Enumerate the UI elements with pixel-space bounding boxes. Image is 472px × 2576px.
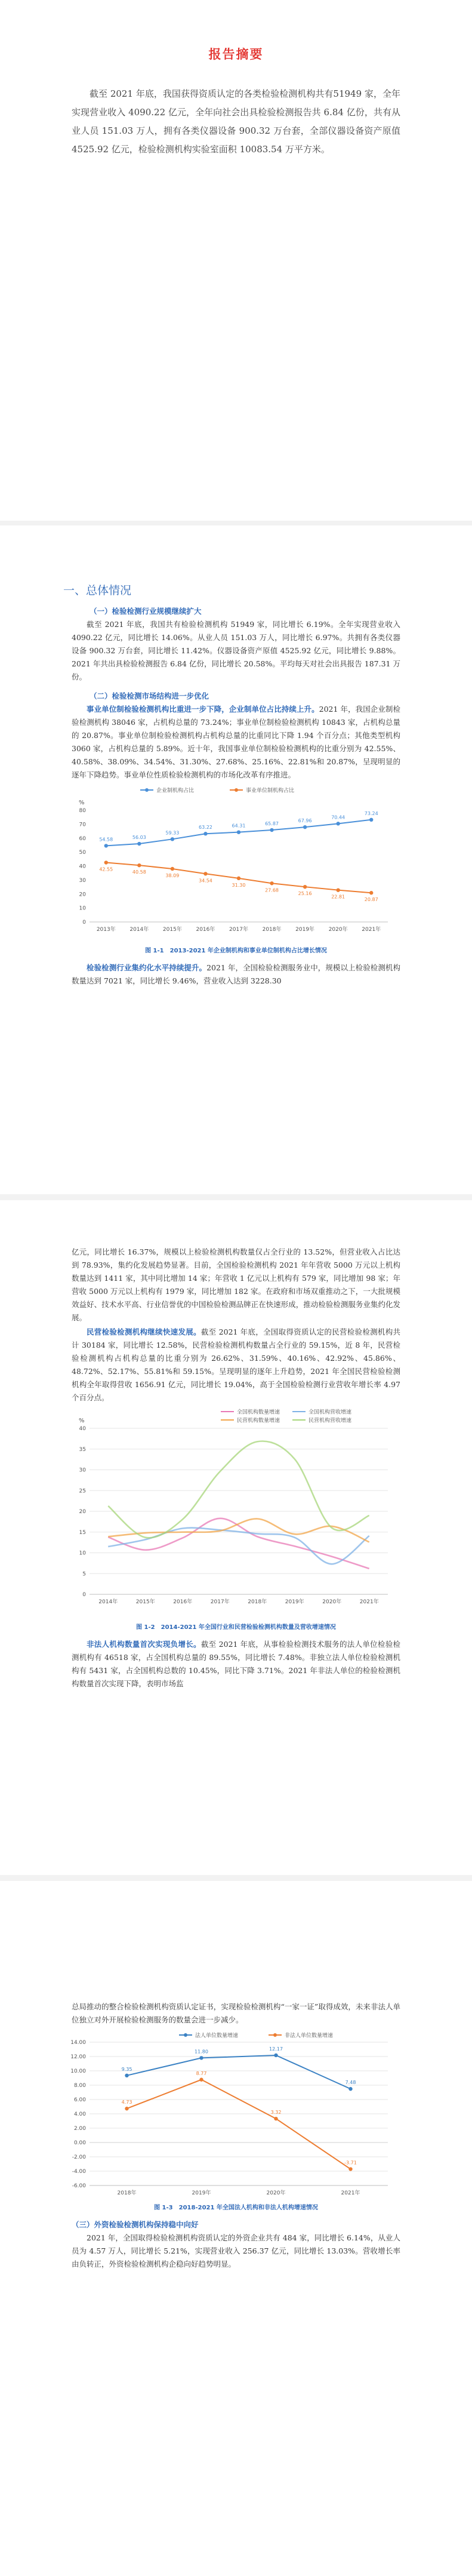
x-tick-label: 2020年 — [322, 1599, 342, 1605]
chart-enterprise-vs-public-share — [0, 782, 472, 943]
legend-marker — [273, 2033, 277, 2037]
x-tick-label: 2018年 — [117, 2190, 137, 2196]
data-point — [270, 881, 273, 885]
abstract-title: 报告摘要 — [208, 47, 264, 62]
y-tick-label: 0 — [82, 1592, 86, 1598]
data-point — [303, 885, 307, 889]
data-point — [137, 863, 141, 867]
data-point — [203, 832, 207, 835]
data-label: 73.24 — [364, 810, 378, 816]
y-tick-label: 12.00 — [70, 2054, 86, 2060]
x-tick-label: 2016年 — [173, 1599, 193, 1605]
y-tick-label: 40 — [79, 1426, 86, 1432]
y-tick-label: 20 — [79, 1509, 86, 1515]
x-tick-label: 2019年 — [285, 1599, 304, 1605]
paragraph-non-legal-text: 截至 2021 年底，从事检验检测技术服务的法人单位检验检测机构有 46518 家，占全国机构总量的 89.55%，同比增长 7.48%。非独立法人单位检验检测机构有 5431 家，占全国机构总数的 10.45%，同比下降 3.71%。2021 年非法人单位的检验检测机构数量首次实现下降，表明市场监 — [72, 1640, 400, 1688]
data-label: 63.22 — [198, 825, 212, 831]
y-tick-label: 70 — [79, 822, 86, 828]
y-tick-label: 30 — [79, 877, 86, 884]
data-label: 65.87 — [265, 821, 279, 827]
x-tick-label: 2018年 — [262, 927, 282, 933]
y-tick-label: 25 — [79, 1488, 86, 1495]
legend-label: 全国机构数量增速 — [237, 1409, 280, 1416]
section-heading-overview: 一、总体情况 — [63, 584, 132, 597]
data-label: 70.44 — [331, 814, 345, 820]
chart-legal-vs-non-legal — [0, 2027, 472, 2200]
y-tick-label: 60 — [79, 835, 86, 842]
data-label: 3.32 — [270, 2110, 282, 2116]
highlight-non-legal: 非法人机构数量首次实现负增长。 — [87, 1640, 201, 1649]
paragraph-scale: 截至 2021 年底，我国共有检验检测机构 51949 家，同比增长 6.19%。全年实现营业收入 4090.22 亿元，同比增长 14.06%。从业人员 151.03 万人，同比增长 6.97%。共拥有各类仪器设备 900.32 万台套，同比增长 11.42%。仪器设备资产原值 4525.92 亿元，同比增长 9.88%。2021 年共出具检验检测报告 6.84 亿份，同比增长 20.58%。平均每天对社会出具报告 187.31 万份。 — [72, 620, 400, 681]
data-point — [348, 2167, 352, 2171]
data-point — [336, 822, 340, 825]
data-point — [104, 860, 108, 864]
x-tick-label: 2015年 — [135, 1599, 155, 1605]
paragraph-intensive-text: 2021 年，全国检验检测服务业中，规模以上检验检测机构数量达到 7021 家，同比增长 9.46%，营业收入达到 3228.30 — [72, 963, 400, 985]
data-point — [274, 2117, 277, 2120]
figure-caption-2: 图 1-2 2014-2021 年全国行业和民营检验检测机构数量及营收增速情况 — [136, 1624, 336, 1631]
paragraph-private — [72, 1326, 400, 1404]
x-tick-label: 2021年 — [341, 2190, 360, 2196]
y-axis-unit: % — [79, 800, 85, 806]
y-tick-label: 30 — [79, 1467, 86, 1474]
y-tick-label: -4.00 — [72, 2169, 86, 2175]
x-tick-label: 2014年 — [129, 927, 149, 933]
data-label: 4.73 — [121, 2099, 132, 2105]
y-tick-label: 2.00 — [73, 2126, 86, 2132]
x-tick-label: 2015年 — [162, 927, 182, 933]
data-label: 64.31 — [232, 823, 246, 829]
data-label: 27.68 — [265, 887, 279, 893]
paragraph-private-text: 截至 2021 年底，全国取得资质认定的民营检验检测机构共计 30184 家，同比增长 12.58%，民营检验检测机构数量占全行业的 59.15%，近 8 年，民营检验检测机构占机构总量的比重分别为 26.62%、31.59%、40.16%、42.92%、45.86%、48.72%、52.17%、55.81%和 59.15%。呈现明显的逐年上升趋势，2021 年全国民营检验检测机构全年取得营收 1656.91 亿元，同比增长 19.04%，高于全国检验检测行业营收年增长率 4.97 个百分点。 — [72, 1327, 400, 1402]
data-point — [125, 2074, 128, 2077]
x-tick-label: 2016年 — [196, 927, 215, 933]
paragraph-continued: 亿元，同比增长 16.37%，规模以上检验检测机构数量仅占全行业的 13.52%，但营业收入占比达到 78.93%，集约化发展趋势显著。目前，全国检验检测机构 2021 年年营收 5000 万元以上机构数量达到 1411 家，其中同比增加 14 家；年营收 1 亿元以上机构有 579 家，同比增加 98 家；年营收 5000 万元以上机构有 1979 家，同比增加 182 家。在政府和市场双重推动之下，一大批规模效益好、技术水平高、行业信誉优的中国检验检测品牌正在快速形成，推动检验检测服务业集约化发展。 — [72, 1247, 400, 1322]
y-tick-label: 8.00 — [73, 2083, 86, 2089]
data-point — [369, 818, 373, 822]
legend-marker — [184, 2033, 187, 2037]
data-point — [171, 867, 174, 871]
y-tick-label: 10.00 — [70, 2068, 86, 2074]
y-tick-label: 10 — [79, 905, 86, 912]
data-point — [274, 2054, 277, 2057]
y-tick-label: 20 — [79, 892, 86, 898]
data-label: 34.54 — [198, 878, 212, 884]
data-label: -3.71 — [344, 2160, 357, 2166]
legend-marker — [145, 788, 149, 792]
highlight-structure: 事业单位制检验检测机构比重进一步下降，企业制单位占比持续上升。 — [87, 705, 319, 714]
legend-label: 事业单位制机构占比 — [246, 788, 295, 794]
subheading-structure: （二）检验检测市场结构进一步优化 — [90, 691, 209, 700]
data-label: 40.58 — [132, 869, 146, 875]
y-tick-label: 0.00 — [73, 2140, 86, 2146]
data-point — [125, 2107, 128, 2110]
y-tick-label: -2.00 — [72, 2154, 86, 2160]
data-label: 67.96 — [298, 818, 312, 824]
y-tick-label: 40 — [79, 863, 86, 870]
legend-label: 企业制机构占比 — [156, 788, 195, 794]
y-axis-unit: % — [79, 1418, 85, 1424]
series-line — [127, 2080, 351, 2169]
data-point — [336, 888, 340, 892]
abstract-body: 截至 2021 年底，我国获得资质认定的各类检验检测机构共有51949 家，全年实现营业收入 4090.22 亿元，全年向社会出具检验检测报告共 6.84 亿份，共有从业人员 151.03 万人，拥有各类仪器设备 900.32 万台套，全部仪器设备资产原值 4525.92 亿元，检验检测机构实验室面积 10083.54 万平方米。 — [72, 88, 400, 155]
data-label: 11.80 — [195, 2049, 208, 2055]
data-point — [203, 872, 207, 875]
y-tick-label: 50 — [79, 850, 86, 856]
data-point — [237, 830, 240, 834]
y-tick-label: 35 — [79, 1446, 86, 1453]
page-overview — [0, 525, 472, 1194]
legend-marker — [235, 788, 238, 792]
data-label: 22.81 — [331, 894, 345, 900]
x-tick-label: 2017年 — [229, 927, 248, 933]
data-label: 20.87 — [364, 897, 378, 903]
y-tick-label: 0 — [82, 920, 86, 926]
legend-label: 民营机构数量增速 — [237, 1418, 280, 1424]
data-point — [237, 877, 240, 880]
data-label: 7.48 — [345, 2080, 356, 2086]
data-label: 25.16 — [298, 891, 312, 897]
series-line — [127, 2055, 351, 2089]
data-label: 8.77 — [196, 2070, 207, 2076]
x-tick-label: 2020年 — [266, 2190, 286, 2196]
paragraph-structure — [72, 703, 400, 782]
data-point — [104, 844, 108, 847]
paragraph-non-legal — [72, 1638, 400, 1690]
figure-caption-3: 图 1-3 2018-2021 年全国法人机构和非法人机构增速情况 — [154, 2205, 318, 2211]
subheading-foreign: （三）外资检验检测机构保持稳中向好 — [72, 2220, 199, 2229]
data-point — [303, 825, 307, 829]
x-tick-label: 2019年 — [192, 2190, 211, 2196]
x-tick-label: 2021年 — [362, 927, 381, 933]
page-foreign — [0, 1881, 472, 2576]
data-point — [199, 2078, 203, 2082]
data-label: 59.33 — [165, 830, 180, 836]
chart-growth-rates — [0, 1404, 472, 1619]
figure-caption-1: 图 1-1 2013-2021 年企业制机构和事业单位制机构占比增长情况 — [145, 948, 327, 954]
y-tick-label: 15 — [79, 1529, 86, 1536]
data-label: 56.03 — [132, 835, 146, 841]
highlight-private: 民营检验检测机构继续快速发展。 — [87, 1327, 201, 1336]
data-point — [369, 891, 373, 894]
data-label: 42.55 — [99, 866, 113, 872]
x-tick-label: 2021年 — [359, 1599, 379, 1605]
data-point — [171, 837, 174, 841]
legend-label: 非法人单位数量增速 — [285, 2033, 334, 2039]
data-label: 31.30 — [232, 882, 246, 888]
paragraph-continued-2: 总局推动的整合检验检测机构资质认定证书，实现检验检测机构“一家一证”取得成效，未来非法人单位独立对外开展检验检测服务的数量会进一步减少。 — [72, 2002, 400, 2024]
y-tick-label: 10 — [79, 1550, 86, 1557]
paragraph-structure-text: 2021 年，我国企业制检验检测机构 38046 家，占机构总量的 73.24%；事业单位制检验检测机构 10843 家，占机构总量的 20.87%。事业单位制检验检测机构占机构总量的比重同比下降 1.94 个百分点；其他类型机构 3060 家，占机构总量的 5.89%。近十年，我国事业单位制检验检测机构的比重分别为 42.55%、40.58%、38.09%、34.54%、31.30%、27.68%、25.16%、22.81%和 20.87%，呈现明显的逐年下降趋势。事业单位性质检验检测机构的市场化改革有序推进。 — [72, 705, 400, 779]
legend-label: 民营机构营收增速 — [309, 1418, 352, 1424]
y-tick-label: 80 — [79, 808, 86, 814]
page-private — [0, 1200, 472, 1875]
data-point — [137, 842, 141, 846]
y-tick-label: 14.00 — [70, 2040, 86, 2046]
x-tick-label: 2019年 — [295, 927, 315, 933]
x-tick-label: 2017年 — [210, 1599, 230, 1605]
x-tick-label: 2020年 — [328, 927, 348, 933]
legend-label: 全国机构营收增速 — [309, 1409, 352, 1416]
data-label: 12.17 — [269, 2046, 283, 2052]
x-tick-label: 2013年 — [96, 927, 116, 933]
data-label: 54.58 — [99, 837, 113, 843]
data-point — [199, 2056, 203, 2059]
paragraph-foreign: 2021 年，全国取得检验检测机构资质认定的外资企业共有 484 家，同比增长 6.14%，从业人员为 4.57 万人，同比增长 5.21%，实现营业收入 256.37 亿元，同比增长 13.03%。营收增长率由负转正，外资检验检测机构企稳向好趋势明显。 — [72, 2233, 400, 2268]
x-tick-label: 2014年 — [98, 1599, 118, 1605]
legend-label: 法人单位数量增速 — [195, 2033, 239, 2039]
y-tick-label: 6.00 — [73, 2097, 86, 2103]
data-point — [270, 828, 273, 832]
data-label: 9.35 — [121, 2066, 132, 2072]
y-tick-label: -6.00 — [72, 2183, 86, 2189]
x-tick-label: 2018年 — [248, 1599, 267, 1605]
paragraph-intensive — [72, 961, 400, 988]
subheading-scale: （一）检验检测行业规模继续扩大 — [90, 607, 202, 616]
page-abstract — [0, 0, 472, 521]
data-point — [348, 2087, 352, 2091]
data-label: 38.09 — [165, 872, 180, 878]
highlight-intensive: 检验检测行业集约化水平持续提升。 — [87, 963, 207, 972]
y-tick-label: 5 — [82, 1571, 86, 1578]
y-tick-label: 4.00 — [73, 2111, 86, 2117]
